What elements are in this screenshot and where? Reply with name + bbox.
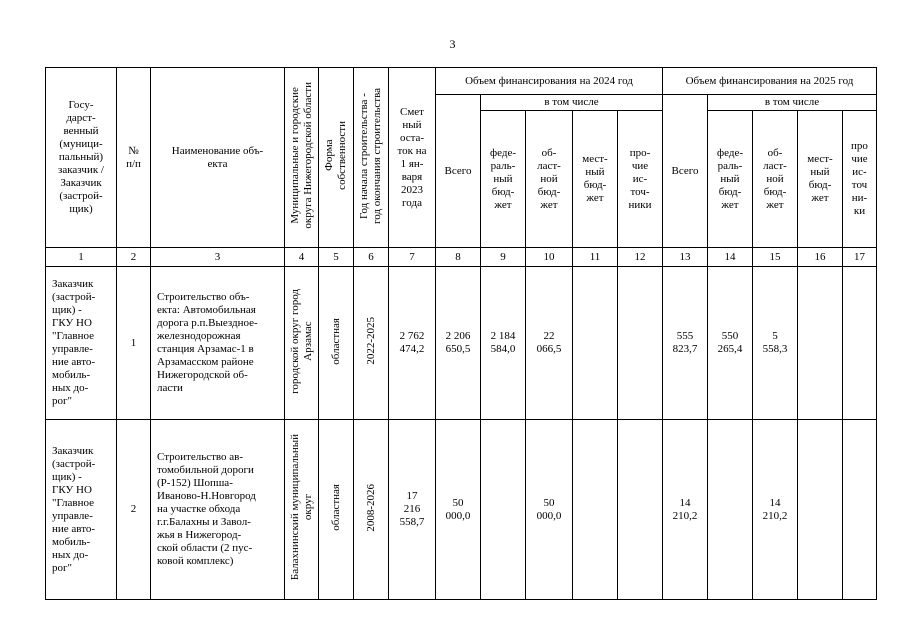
column-number: 15 (753, 248, 798, 267)
row-federal-2024: 2 184 584,0 (481, 267, 526, 420)
header-years (354, 68, 389, 248)
row-ownership (319, 267, 354, 420)
column-number: 14 (708, 248, 753, 267)
column-number: 1 (46, 248, 117, 267)
row-municipality (285, 420, 319, 600)
header-regional-2025: об- ласт- ной бюд- жет (753, 111, 798, 248)
header-local-2024: мест- ный бюд- жет (573, 111, 618, 248)
column-number: 6 (354, 248, 389, 267)
row-local-2025 (798, 420, 843, 600)
funding-table (45, 67, 877, 600)
row-ownership (319, 420, 354, 600)
header-other-2025: про чие ис- точ ни- ки (843, 111, 877, 248)
row-municipality-text: городской округ город Арзамас (288, 288, 314, 394)
column-number: 2 (117, 248, 151, 267)
row-federal-2025: 550 265,4 (708, 267, 753, 420)
column-number: 3 (151, 248, 285, 267)
row-local-2024 (573, 420, 618, 600)
row-other-2025 (843, 267, 877, 420)
column-number: 11 (573, 248, 618, 267)
header-balance: Смет ный остa- ток на 1 ян- варя 2023 года (389, 68, 436, 248)
row-customer: Заказчик (застрой- щик) - ГКУ НО "Главное управле- ние авто- мобиль- ных до- рог" (46, 420, 117, 600)
header-ownership-text: Форма собственности (323, 121, 348, 190)
column-number: 10 (526, 248, 573, 267)
table-row (46, 420, 877, 600)
header-years-text: Год начала строительства - год окончания строительства (358, 87, 383, 224)
row-local-2024 (573, 267, 618, 420)
column-number: 8 (436, 248, 481, 267)
row-years (354, 420, 389, 600)
column-number: 17 (843, 248, 877, 267)
header-row-1 (46, 68, 877, 95)
row-total-2025: 14 210,2 (663, 420, 708, 600)
header-local-2025: мест- ный бюд- жет (798, 111, 843, 248)
row-municipality-text: Балахнинский муниципальный округ (288, 434, 314, 581)
header-federal-2024: феде- раль- ный бюд- жет (481, 111, 526, 248)
header-customer: Госу- дарст- венный (муници- пальный) заказчик / Заказчик (застрой- щик) (46, 68, 117, 248)
header-total-2024: Всего (436, 95, 481, 248)
column-number: 16 (798, 248, 843, 267)
header-number: № п/п (117, 68, 151, 248)
row-years-text: 2022-2025 (364, 317, 377, 365)
row-municipality (285, 267, 319, 420)
row-other-2024 (618, 267, 663, 420)
column-number: 13 (663, 248, 708, 267)
row-customer: Заказчик (застрой- щик) - ГКУ НО "Главное управле- ние авто- мобиль- ных до- рог" (46, 267, 117, 420)
table-row (46, 267, 877, 420)
column-number-row (46, 248, 877, 267)
header-total-2025: Всего (663, 95, 708, 248)
column-number: 12 (618, 248, 663, 267)
header-regional-2024: об- ласт- ной бюд- жет (526, 111, 573, 248)
header-municipality (285, 68, 319, 248)
page-number: 3 (449, 37, 456, 51)
row-object-name: Строительство ав- томобильной дороги (Р-152) Шопша- Иваново-Н.Новгород на участке обхода г.г.Балахны и Завол- жья в Нижегород- ской области (2 пус- ковой комплекс) (151, 420, 285, 600)
header-including-2024: в том числе (481, 95, 663, 111)
row-ownership-text: областная (329, 484, 342, 531)
row-regional-2024: 50 000,0 (526, 420, 573, 600)
row-federal-2024 (481, 420, 526, 600)
row-balance: 2 762 474,2 (389, 267, 436, 420)
row-years (354, 267, 389, 420)
row-other-2025 (843, 420, 877, 600)
header-federal-2025: феде- раль- ный бюд- жет (708, 111, 753, 248)
row-regional-2025: 14 210,2 (753, 420, 798, 600)
header-other-2024: про- чие ис- точ- ники (618, 111, 663, 248)
row-regional-2024: 22 066,5 (526, 267, 573, 420)
row-number: 1 (117, 267, 151, 420)
row-federal-2025 (708, 420, 753, 600)
column-number: 5 (319, 248, 354, 267)
row-years-text: 2008-2026 (364, 483, 377, 532)
column-number: 4 (285, 248, 319, 267)
row-local-2025 (798, 267, 843, 420)
header-object-name: Наименование объ- екта (151, 68, 285, 248)
row-object-name: Строительство объ- екта: Автомобильная дорога р.п.Выездное- железнодорожная станция Арзамас-1 в Арзамасском районе Нижегородской об- ласти (151, 267, 285, 420)
column-number: 9 (481, 248, 526, 267)
row-total-2024: 2 206 650,5 (436, 267, 481, 420)
header-ownership (319, 68, 354, 248)
row-other-2024 (618, 420, 663, 600)
row-ownership-text: областная (329, 317, 342, 365)
row-balance: 17 216 558,7 (389, 420, 436, 600)
column-number: 7 (389, 248, 436, 267)
header-funding-2024: Объем финансирования на 2024 год (436, 68, 663, 95)
header-municipality-text: Муниципальные и городские округа Нижегородской области (288, 82, 314, 229)
row-regional-2025: 5 558,3 (753, 267, 798, 420)
row-total-2025: 555 823,7 (663, 267, 708, 420)
header-funding-2025: Объем финансирования на 2025 год (663, 68, 877, 95)
header-including-2025: в том числе (708, 95, 877, 111)
row-number: 2 (117, 420, 151, 600)
row-total-2024: 50 000,0 (436, 420, 481, 600)
